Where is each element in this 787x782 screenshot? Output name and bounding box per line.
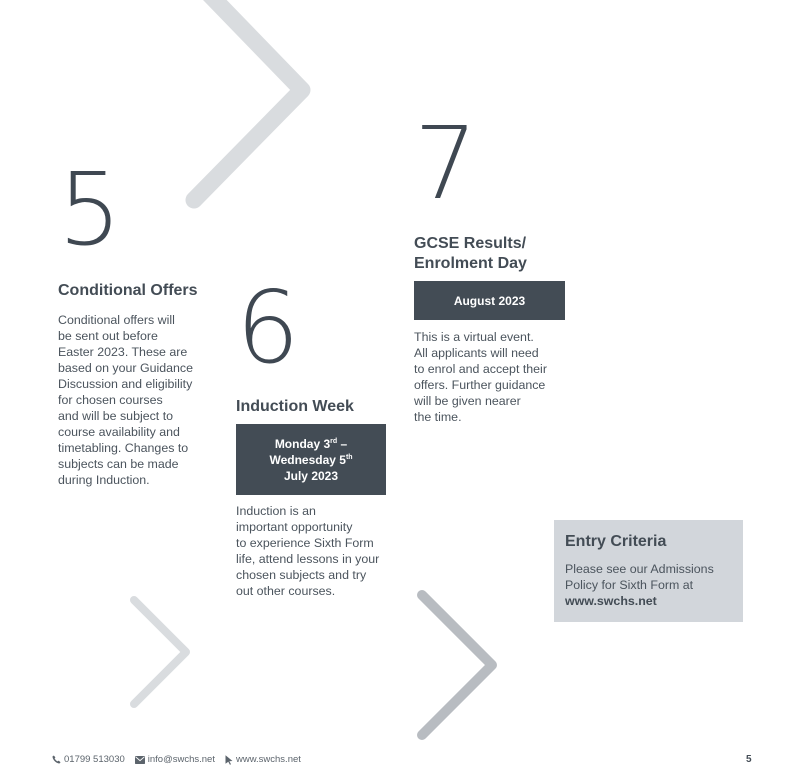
gcse-results-text: This is a virtual event. All applicants will need to enrol and accept their offers. Further guidance will be given nearer the time. <box>414 330 547 424</box>
induction-date-line1: Monday 3rd – <box>274 436 348 451</box>
entry-criteria-title: Entry Criteria <box>565 533 667 550</box>
induction-date-box <box>236 424 386 495</box>
gcse-results-heading-line1: GCSE Results/ <box>414 235 527 252</box>
entry-criteria-link[interactable]: www.swchs.net <box>565 594 657 608</box>
gcse-date-box: August 2023 <box>414 281 565 320</box>
step-number-5: 5 <box>58 151 122 268</box>
chevron-right-icon <box>122 592 202 717</box>
phone-icon <box>52 755 61 764</box>
gcse-results-heading-line2: Enrolment Day <box>414 255 527 272</box>
induction-week-heading: Induction Week <box>236 398 354 415</box>
step-number-7: 7 <box>414 105 478 222</box>
footer-contact <box>52 754 301 765</box>
gcse-results-heading <box>414 234 527 274</box>
step-number-6: 6 <box>236 269 300 386</box>
footer-phone[interactable] <box>52 754 125 765</box>
induction-date-line3: July 2023 <box>283 468 339 483</box>
footer-email-text: info@swchs.net <box>147 754 215 765</box>
footer-web[interactable] <box>225 754 301 765</box>
entry-criteria-text <box>565 561 732 609</box>
induction-date-line2: Wednesday 5th <box>269 452 353 467</box>
page-number: 5 <box>746 754 752 765</box>
footer-email[interactable] <box>135 754 215 765</box>
chevron-right-icon <box>410 585 510 745</box>
chevron-right-icon <box>180 0 320 215</box>
entry-criteria-line2: Policy for Sixth Form at <box>565 578 694 592</box>
entry-criteria-line1: Please see our Admissions <box>565 562 714 576</box>
cursor-icon <box>225 755 233 765</box>
footer-web-text: www.swchs.net <box>235 754 301 765</box>
entry-criteria-box <box>554 520 743 622</box>
footer-phone-text: 01799 513030 <box>64 754 125 765</box>
conditional-offers-heading: Conditional Offers <box>58 282 198 299</box>
conditional-offers-text: Conditional offers will be sent out before Easter 2023. These are based on your Guidance Discussion and eligibility for chosen courses and will be subject to course availability and timetabling. Changes to subjects can be made during Induction. <box>58 313 194 487</box>
envelope-icon <box>135 756 145 764</box>
induction-week-text: Induction is an important opportunity to experience Sixth Form life, attend lessons in your chosen subjects and try out other courses. <box>236 504 380 598</box>
